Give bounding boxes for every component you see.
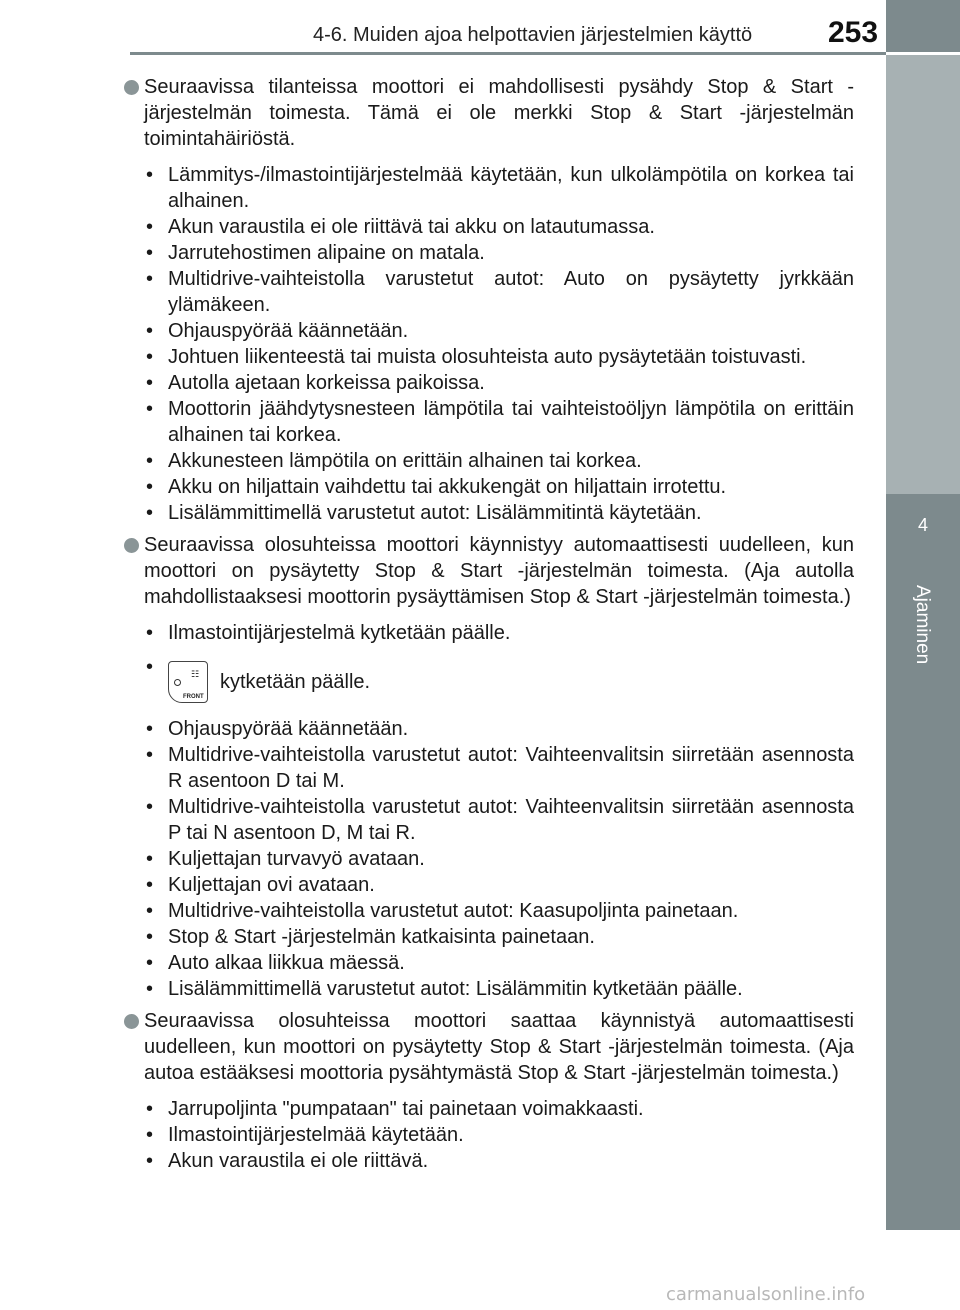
section-title: 4-6. Muiden ajoa helpottavien järjestelmien käyttö bbox=[313, 24, 753, 46]
section-2-list bbox=[124, 620, 854, 1002]
list-item: • Ohjauspyörää käännetään. bbox=[144, 716, 854, 742]
section-2-intro bbox=[124, 532, 854, 610]
list-item: • Stop & Start -järjestelmän katkaisinta painetaan. bbox=[144, 924, 854, 950]
defogger-symbol-icon: • ☷ bbox=[191, 669, 200, 679]
list-item: • Auto alkaa liikkua mäessä. bbox=[144, 950, 854, 976]
list-item: • Ilmastointijärjestelmä kytketään päälle. bbox=[144, 620, 854, 646]
list-item: • Jarrupoljinta "pumpataan" tai painetaan voimakkaasti. bbox=[144, 1096, 854, 1122]
list-item: • Akun varaustila ei ole riittävä tai akku on latautumassa. bbox=[144, 214, 854, 240]
list-item: • Lämmitys-/ilmastointijärjestelmää käytetään, kun ulkolämpötila on korkea tai alhainen. bbox=[144, 162, 854, 214]
watermark: carmanualsonline.info bbox=[666, 1284, 866, 1305]
list-item: • Multidrive-vaihteistolla varustetut autot: Kaasupoljinta painetaan. bbox=[144, 898, 854, 924]
front-defogger-icon bbox=[168, 661, 208, 703]
list-item: • Akun varaustila ei ole riittävä. bbox=[144, 1148, 854, 1174]
section-2-text: Seuraavissa olosuhteissa moottori käynnistyy automaattisesti uudelleen, kun moottori on pysäytetty Stop & Start -järjestelmän toimesta. (Aja autolla mahdollistaaksesi moottorin pysäyttämisen Stop & Start -järjestelmän toimesta.) bbox=[144, 534, 854, 608]
page-number: 253 bbox=[828, 16, 879, 49]
chapter-number: 4 bbox=[917, 515, 928, 535]
section-1-list bbox=[124, 162, 854, 526]
section-3-list bbox=[124, 1096, 854, 1174]
chapter-label: Ajaminen bbox=[912, 585, 933, 665]
section-bullet-icon bbox=[124, 538, 139, 553]
list-item: • Lisälämmittimellä varustetut autot: Lisälämmitin kytketään päälle. bbox=[144, 976, 854, 1002]
list-item: • Kuljettajan turvavyö avataan. bbox=[144, 846, 854, 872]
section-3-text: Seuraavissa olosuhteissa moottori saattaa käynnistyä automaattisesti uudelleen, kun moottori on pysäytetty Stop & Start -järjestelmän toimesta. (Aja autoa estääksesi moottoria pysähtymästä Stop & Start -järjestelmän toimesta.) bbox=[144, 1010, 854, 1084]
side-tab-top bbox=[886, 0, 960, 52]
list-item: • Lisälämmittimellä varustetut autot: Lisälämmitintä käytetään. bbox=[144, 500, 854, 526]
list-item: • Kuljettajan ovi avataan. bbox=[144, 872, 854, 898]
side-tab-spacer bbox=[886, 55, 960, 494]
list-item: • Moottorin jäähdytysnesteen lämpötila tai vaihteistoöljyn lämpötila on erittäin alhainen tai korkea. bbox=[144, 396, 854, 448]
page-content bbox=[124, 74, 854, 1174]
list-item: • Akku on hiljattain vaihdettu tai akkukengät on hiljattain irrotettu. bbox=[144, 474, 854, 500]
icon-item-text: kytketään päälle. bbox=[220, 671, 371, 693]
list-item: • Autolla ajetaan korkeissa paikoissa. bbox=[144, 370, 854, 396]
list-item: • Multidrive-vaihteistolla varustetut autot: Vaihteenvalitsin siirretään asennosta P tai N asentoon D, M tai R. bbox=[144, 794, 854, 846]
section-1-intro bbox=[124, 74, 854, 152]
page-header bbox=[0, 0, 960, 60]
section-1-text: Seuraavissa tilanteissa moottori ei mahdollisesti pysähdy Stop & Start -järjestelmän toimesta. Tämä ei ole merkki Stop & Start -järjestelmän toimintahäiriöstä. bbox=[144, 76, 854, 150]
list-item: • Johtuen liikenteestä tai muista olosuhteista auto pysäytetään toistuvasti. bbox=[144, 344, 854, 370]
list-item: • Jarrutehostimen alipaine on matala. bbox=[144, 240, 854, 266]
header-rule bbox=[130, 52, 886, 55]
section-3-intro bbox=[124, 1008, 854, 1086]
front-label: FRONT bbox=[183, 694, 204, 700]
list-item-with-icon bbox=[144, 654, 854, 710]
list-item: • Ohjauspyörää käännetään. bbox=[144, 318, 854, 344]
list-item: • Multidrive-vaihteistolla varustetut autot: Vaihteenvalitsin siirretään asennosta R asentoon D tai M. bbox=[144, 742, 854, 794]
list-item: • Akkunesteen lämpötila on erittäin alhainen tai korkea. bbox=[144, 448, 854, 474]
list-item: • Ilmastointijärjestelmää käytetään. bbox=[144, 1122, 854, 1148]
list-item: • Multidrive-vaihteistolla varustetut autot: Auto on pysäytetty jyrkkään ylämäkeen. bbox=[144, 266, 854, 318]
section-bullet-icon bbox=[124, 1014, 139, 1029]
section-bullet-icon bbox=[124, 80, 139, 95]
indicator-led-icon bbox=[174, 679, 181, 686]
